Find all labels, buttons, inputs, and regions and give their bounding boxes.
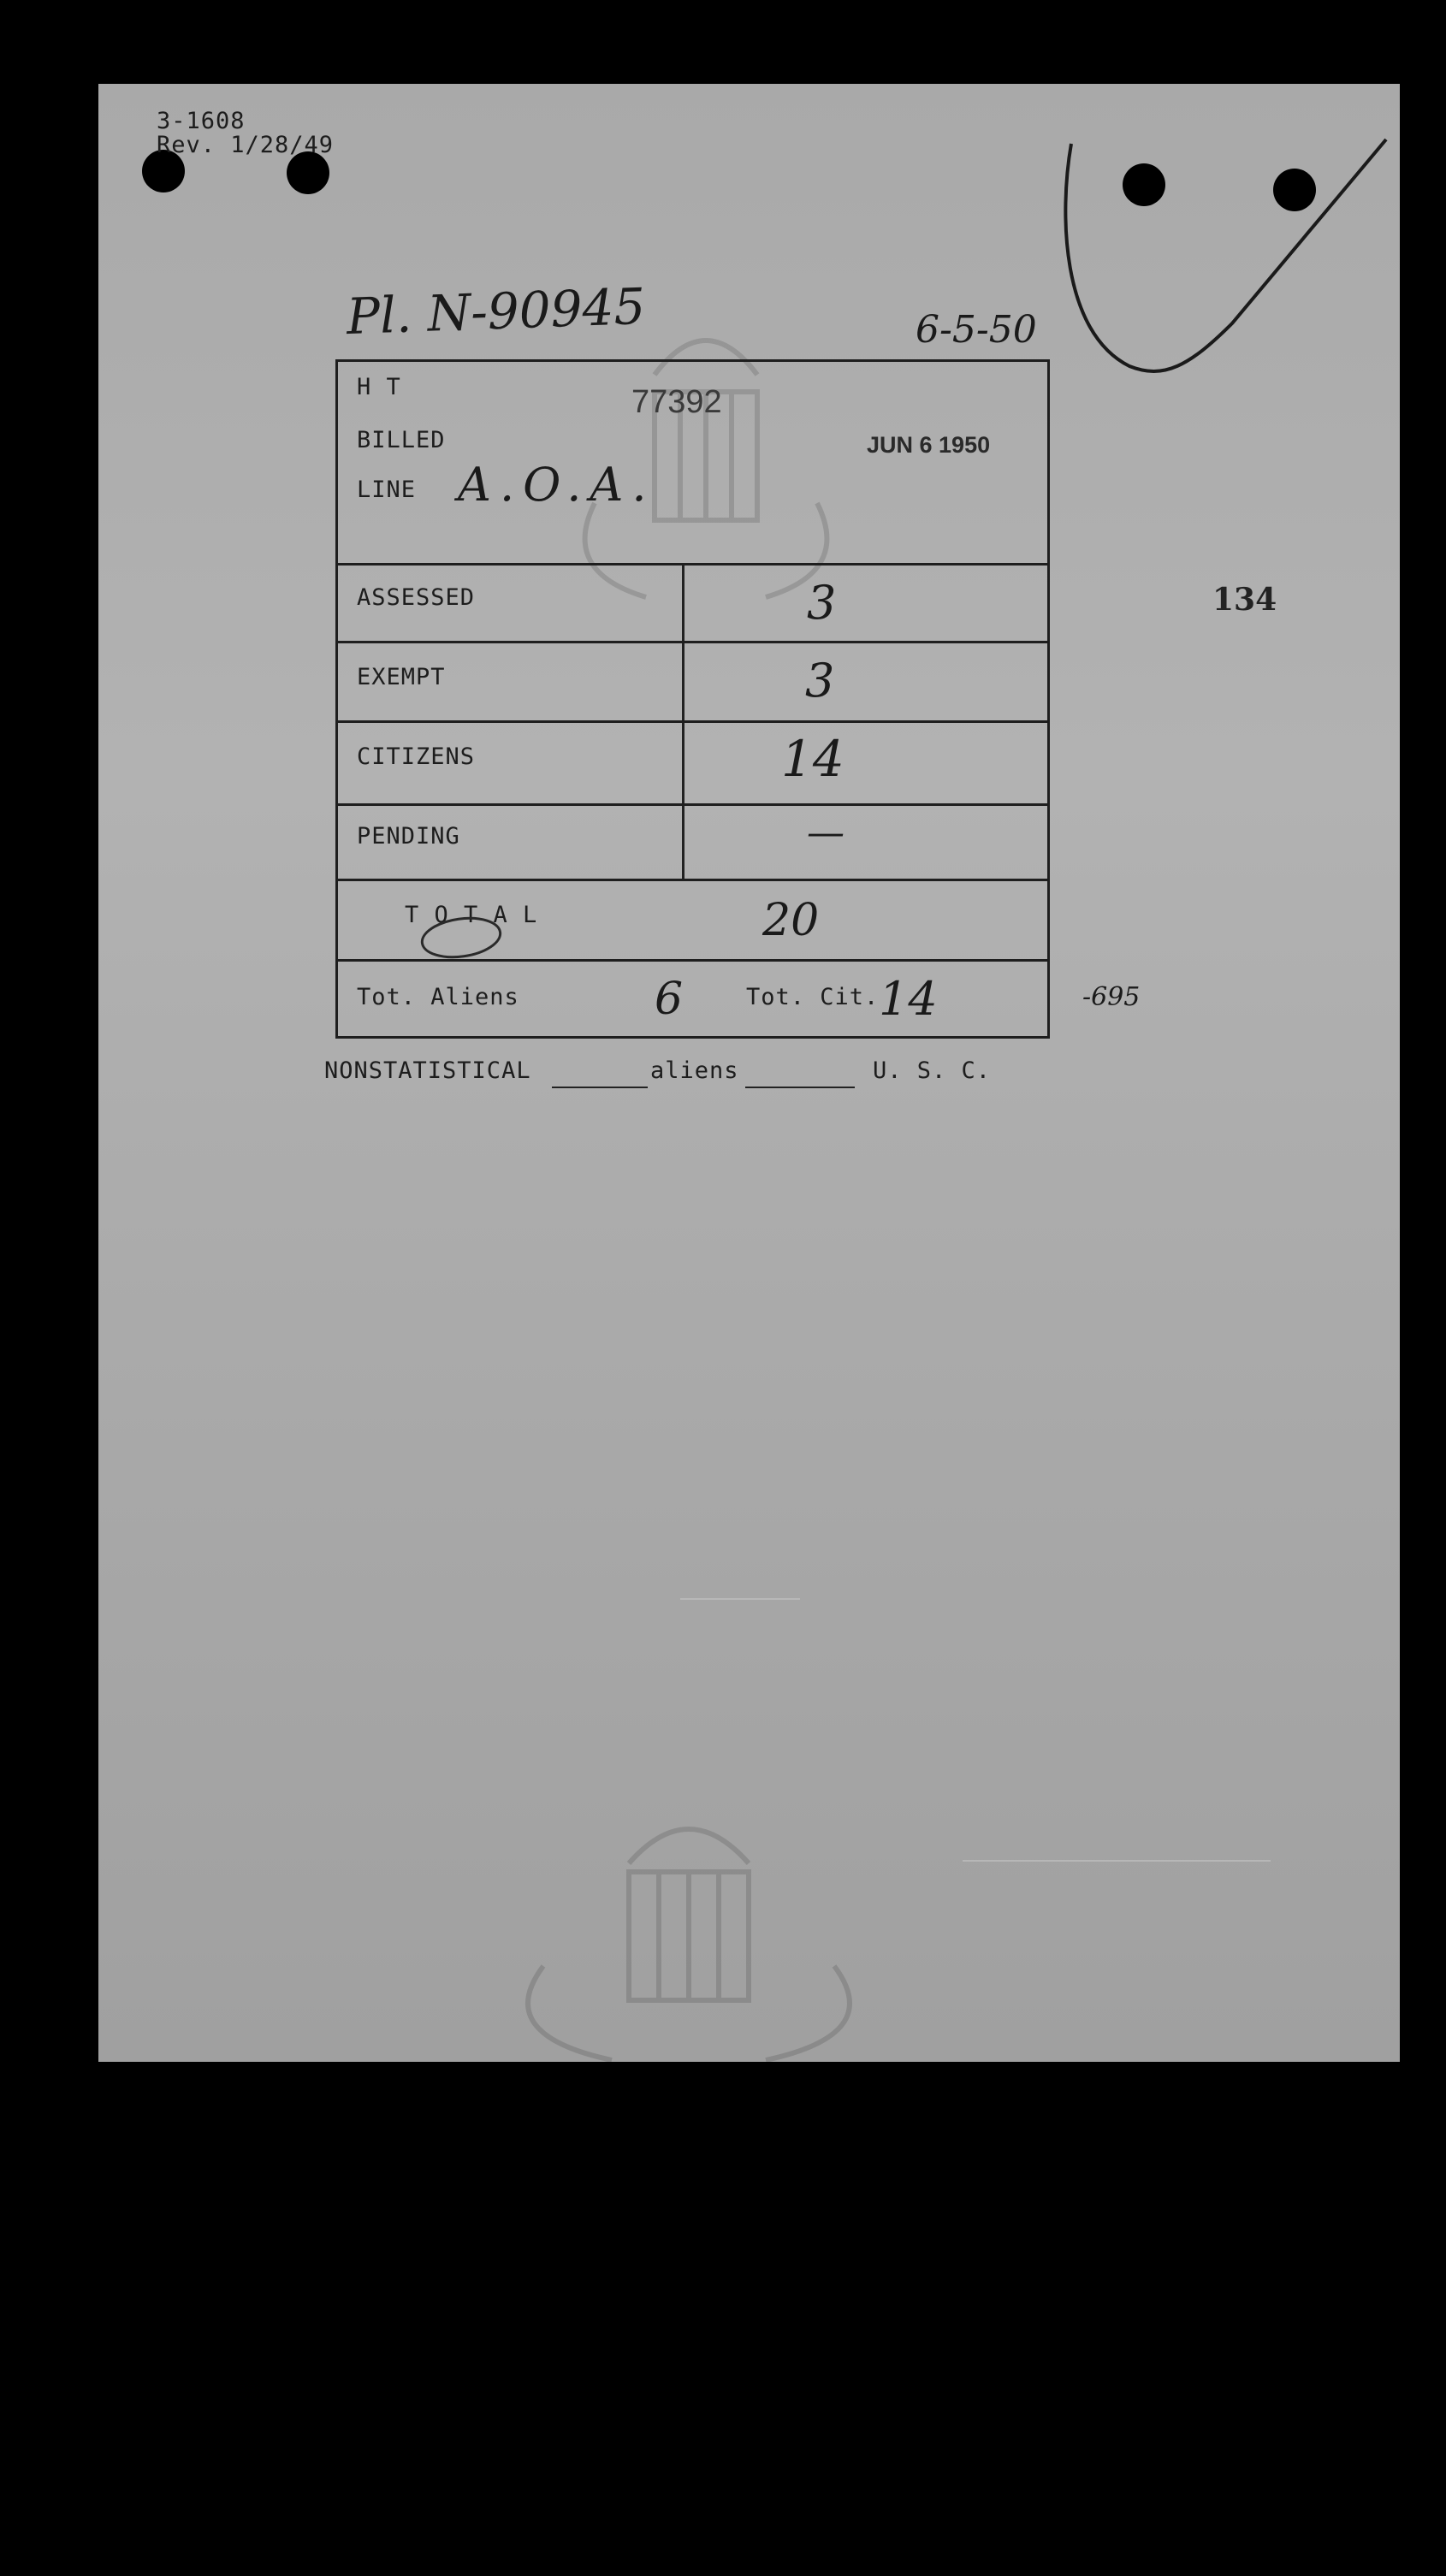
row-value: 3 [805,654,835,708]
row-totals [338,962,1047,1039]
row-pending [338,806,1047,881]
handwritten-file-number: Pl. N-90945 [345,276,647,346]
row-total [338,881,1047,962]
total-label: T O T A L [405,902,538,928]
aliens-label: aliens [650,1057,739,1084]
usc-label: U. S. C. [873,1057,992,1084]
row-value: 3 [807,576,837,630]
ht-label: H T [357,374,401,400]
nonstatistical-label: NONSTATISTICAL [324,1057,531,1084]
row-assessed [338,566,1047,643]
nonstatistical-blank [552,1087,648,1088]
line-label: LINE [357,477,417,503]
form-revision: Rev. 1/28/49 [157,132,335,158]
line-value: A.O.A. [458,458,655,512]
row-label: PENDING [357,823,460,850]
form-number: 3-1608 [157,108,246,134]
page-number: 134 [1212,582,1277,618]
billed-date-stamp: JUN 6 1950 [867,432,991,458]
seal-watermark-icon [475,1795,903,2069]
ht-stamp-number: 77392 [631,384,722,420]
handwritten-date: 6-5-50 [916,308,1037,352]
handwritten-side-note: -695 [1082,982,1141,1012]
total-value: 20 [762,895,820,946]
row-value: — [807,811,844,855]
citizens-total-value: 14 [879,972,938,1026]
billed-label: BILLED [357,427,446,453]
paper-streak [963,1860,1271,1862]
row-value: 14 [781,730,844,788]
row-citizens [338,723,1047,806]
citizens-total-label: Tot. Cit. [746,984,880,1010]
form-table [335,359,1050,1039]
document-sheet [98,84,1400,2062]
aliens-blank [745,1087,855,1088]
row-label: EXEMPT [357,664,446,690]
header-block [338,362,1047,566]
row-exempt [338,643,1047,723]
paper-streak [680,1598,800,1600]
checkmark-icon [1052,110,1412,443]
row-label: ASSESSED [357,584,476,611]
aliens-total-label: Tot. Aliens [357,984,519,1010]
row-label: CITIZENS [357,743,476,770]
hand-circle-mark [417,912,511,963]
aliens-total-value: 6 [655,974,684,1025]
